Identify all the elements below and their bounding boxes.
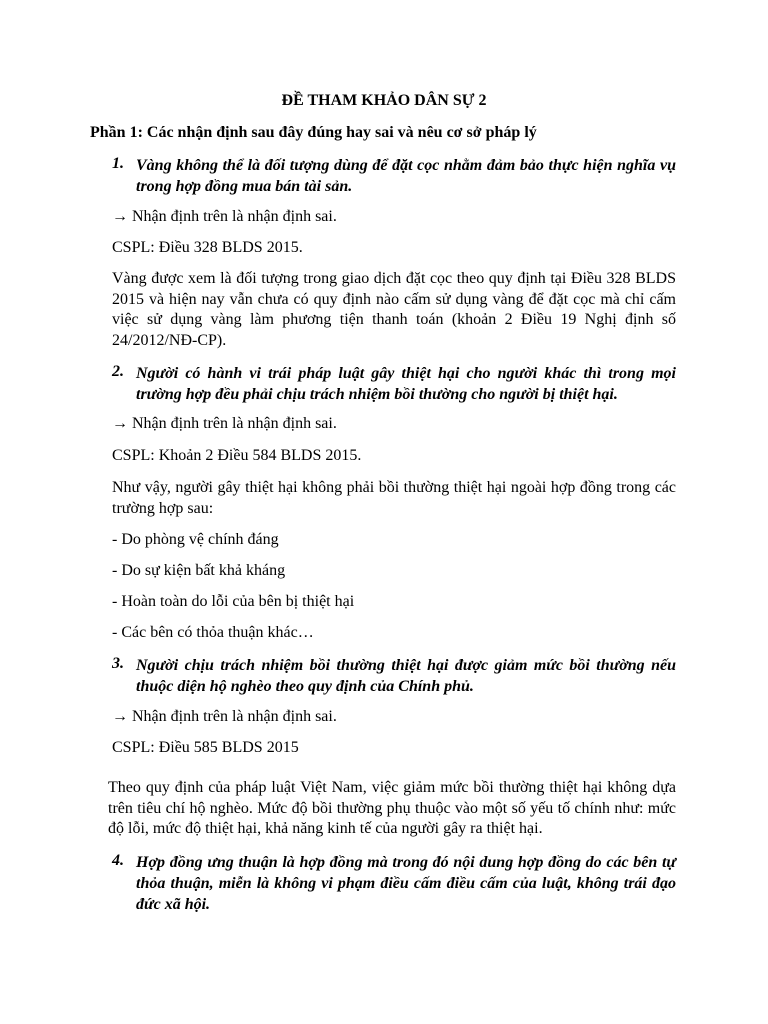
question-1-legal-basis: CSPL: Điều 328 BLDS 2015.	[112, 239, 303, 256]
question-1-number: 1.	[112, 155, 124, 172]
question-2-number: 2.	[112, 363, 124, 380]
question-1-verdict: → Nhận định trên là nhận định sai.	[112, 208, 337, 225]
question-2-case: - Hoàn toàn do lỗi của bên bị thiệt hại	[112, 593, 355, 610]
question-3-legal-basis: CSPL: Điều 585 BLDS 2015	[112, 739, 299, 756]
question-1-text: Vàng không thể là đối tượng dùng để đặt cọc nhằm đảm bảo thực hiện nghĩa vụ trong hợp đồng mua bán tài sản.	[136, 157, 676, 195]
question-4-number: 4.	[112, 852, 124, 869]
question-1-explanation: Vàng được xem là đối tượng trong giao dịch đặt cọc theo quy định tại Điều 328 BLDS 2015 và hiện nay vẫn chưa có quy định nào cấm sử dụng vàng để đặt cọc mà chỉ cấm việc sử dụng vàng làm phương tiện thanh toán (khoản 2 Điều 19 Nghị định số 24/2012/NĐ-CP).	[112, 270, 676, 349]
question-2-text: Người có hành vi trái pháp luật gây thiệt hại cho người khác thì trong mọi trường hợp đều phải chịu trách nhiệm bồi thường cho người bị thiệt hại.	[136, 365, 676, 403]
question-4-text: Hợp đồng ưng thuận là hợp đồng mà trong đó nội dung hợp đồng do các bên tự thỏa thuận, miễn là không vi phạm điều cấm điều cấm của luật, không trái đạo đức xã hội.	[136, 854, 676, 913]
question-2-case: - Do phòng vệ chính đáng	[112, 531, 279, 548]
document-title: ĐỀ THAM KHẢO DÂN SỰ 2	[281, 92, 487, 109]
question-2-explanation: Như vậy, người gây thiệt hại không phải bồi thường thiệt hại ngoài hợp đồng trong các trường hợp sau:	[112, 479, 676, 517]
part1-heading: Phần 1: Các nhận định sau đây đúng hay sai và nêu cơ sở pháp lý	[90, 124, 537, 141]
question-2-case: - Do sự kiện bất khả kháng	[112, 562, 286, 579]
question-3-explanation: Theo quy định của pháp luật Việt Nam, việc giảm mức bồi thường thiệt hại không dựa trên tiêu chí hộ nghèo. Mức độ bồi thường phụ thuộc vào một số yếu tố chính như: mức độ lỗi, mức độ thiệt hại, khả năng kinh tế của người gây ra thiệt hại.	[108, 779, 676, 837]
question-2-verdict: → Nhận định trên là nhận định sai.	[112, 415, 337, 432]
question-3-verdict: → Nhận định trên là nhận định sai.	[112, 708, 337, 725]
question-2-legal-basis: CSPL: Khoản 2 Điều 584 BLDS 2015.	[112, 447, 362, 464]
question-2-case: - Các bên có thỏa thuận khác…	[112, 624, 314, 641]
question-3-text: Người chịu trách nhiệm bồi thường thiệt hại được giảm mức bồi thường nếu thuộc diện hộ nghèo theo quy định của Chính phủ.	[136, 657, 676, 695]
question-3-number: 3.	[112, 655, 124, 672]
